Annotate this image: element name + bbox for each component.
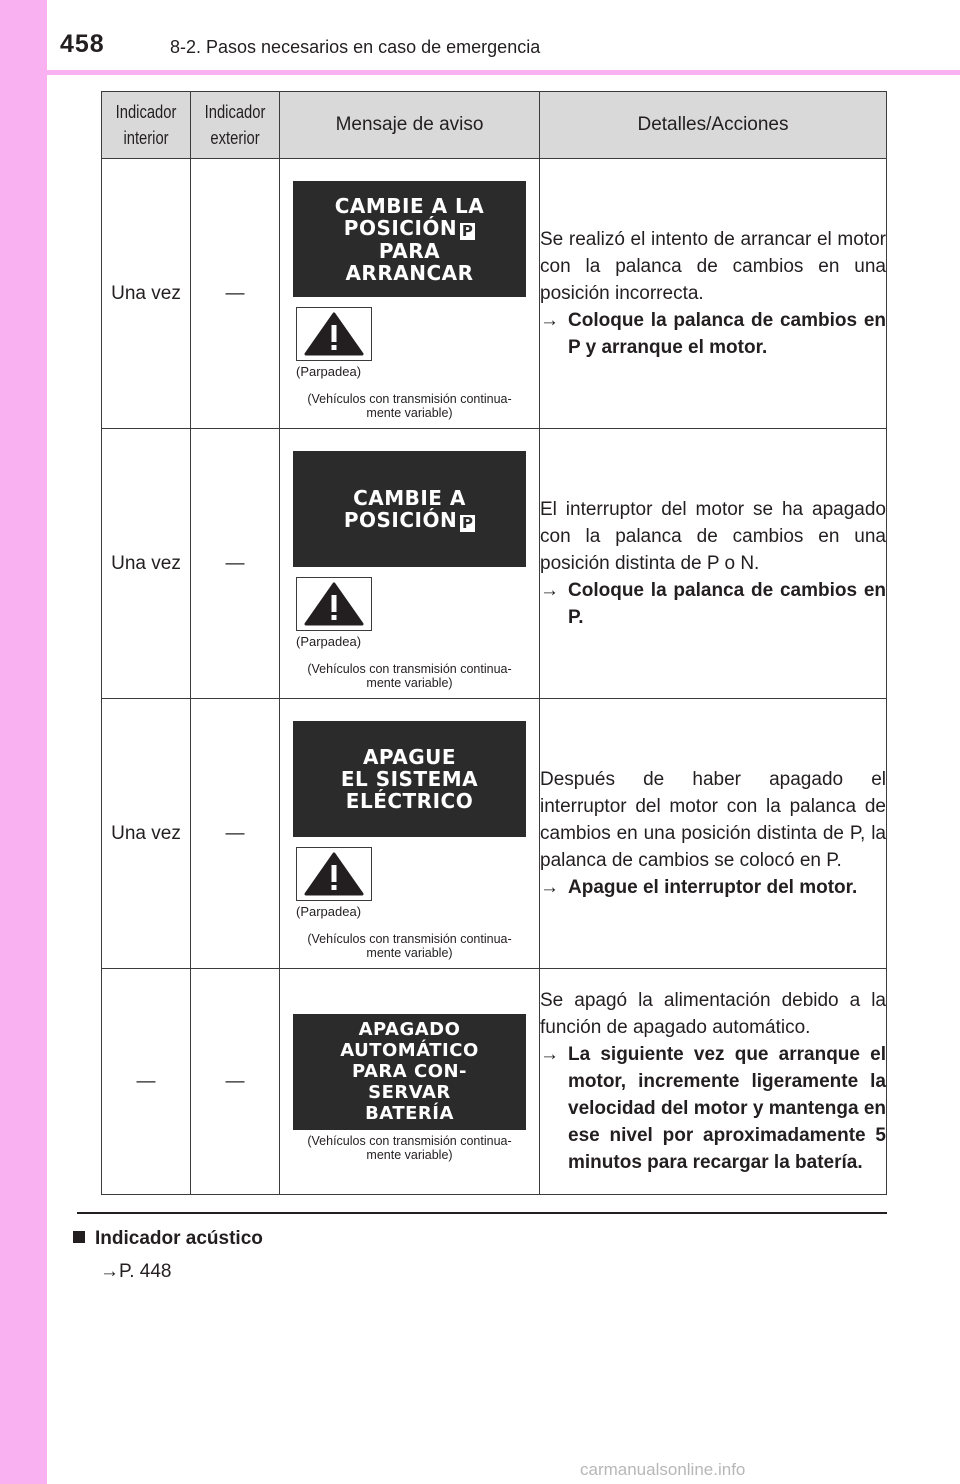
arrow-icon: → [100, 1261, 119, 1282]
warning-triangle-icon [296, 307, 372, 361]
warning-message-table [101, 91, 887, 1195]
interior-indicator: Una vez [102, 699, 191, 969]
details-cell [540, 159, 887, 429]
section-divider [77, 1212, 887, 1214]
acoustic-indicator-heading: Indicador acústico [73, 1228, 263, 1250]
p-gear-symbol: P [461, 513, 474, 532]
p-gear-symbol: P [461, 221, 474, 240]
side-color-strip [0, 0, 47, 1484]
header-message: Mensaje de aviso [280, 92, 540, 159]
interior-indicator: — [102, 969, 191, 1195]
details-cell [540, 969, 887, 1195]
warning-triangle-icon [296, 577, 372, 631]
display-screen: CAMBIE A POSICIÓN P [293, 451, 526, 567]
display-screen: CAMBIE A LA POSICIÓN P PARA ARRANCAR [293, 181, 526, 297]
exterior-indicator: — [191, 699, 280, 969]
table-header-row [102, 92, 887, 159]
vehicle-note: (Vehículos con transmisión continua- mente variable) [307, 1133, 512, 1162]
action-item [540, 1041, 886, 1176]
header-exterior-indicator: Indicador exterior [191, 92, 280, 159]
action-item [540, 874, 886, 901]
table-row [102, 159, 887, 429]
header-rule [47, 70, 960, 75]
action-text: Coloque la palanca de cambios en P. [568, 580, 886, 628]
action-text: Coloque la palanca de cambios en P y arranque el motor. [568, 310, 886, 358]
action-text: La siguiente vez que arranque el motor, incremente ligeramente la velocidad del motor y mantenga en ese nivel por aproximadamente 5 minutos para recargar la batería. [568, 1044, 886, 1173]
message-cell [280, 969, 540, 1195]
header-interior-indicator: Indicador interior [102, 92, 191, 159]
display-screen: APAGUE EL SISTEMA ELÉCTRICO [293, 721, 526, 837]
detail-text: Se apagó la alimentación debido a la función de apagado automático. [540, 990, 886, 1038]
blink-label: (Parpadea) [296, 904, 362, 919]
exterior-indicator: — [191, 969, 280, 1195]
arrow-icon: → [540, 580, 559, 601]
details-cell [540, 699, 887, 969]
vehicle-note: (Vehículos con transmisión continua- mente variable) [307, 662, 512, 690]
warning-triangle-icon [296, 847, 372, 901]
table-row [102, 969, 887, 1195]
vehicle-note: (Vehículos con transmisión continua- mente variable) [307, 932, 512, 960]
action-item [540, 307, 886, 361]
message-cell [280, 159, 540, 429]
detail-text: Después de haber apagado el interruptor del motor con la palanca de cambios en una posición distinta de P, la palanca de cambios se colocó en P. [540, 769, 886, 871]
action-text: Apague el interruptor del motor. [568, 877, 858, 898]
exterior-indicator: — [191, 159, 280, 429]
square-bullet-icon [73, 1231, 85, 1243]
table-row [102, 699, 887, 969]
section-title: 8-2. Pasos necesarios en caso de emergencia [170, 37, 541, 57]
interior-indicator: Una vez [102, 159, 191, 429]
action-item [540, 577, 886, 631]
arrow-icon: → [540, 877, 559, 898]
display-screen: APAGADO AUTOMÁTICO PARA CON- SERVAR BATERÍA [293, 1014, 526, 1130]
watermark: carmanualsonline.info [580, 1460, 746, 1479]
interior-indicator: Una vez [102, 429, 191, 699]
table-row [102, 429, 887, 699]
blink-label: (Parpadea) [296, 634, 362, 649]
page-number: 458 [60, 30, 105, 58]
detail-text: Se realizó el intento de arrancar el motor con la palanca de cambios en una posición incorrecta. [540, 229, 886, 304]
exterior-indicator: — [191, 429, 280, 699]
header-details: Detalles/Acciones [540, 92, 887, 159]
message-cell [280, 429, 540, 699]
arrow-icon: → [540, 310, 559, 331]
arrow-icon: → [540, 1044, 559, 1065]
message-cell [280, 699, 540, 969]
page-reference[interactable]: →P. 448 [100, 1261, 172, 1282]
blink-label: (Parpadea) [296, 364, 362, 379]
detail-text: El interruptor del motor se ha apagado con la palanca de cambios en una posición distinta de P o N. [540, 499, 886, 574]
details-cell [540, 429, 887, 699]
vehicle-note: (Vehículos con transmisión continua- mente variable) [307, 392, 512, 420]
